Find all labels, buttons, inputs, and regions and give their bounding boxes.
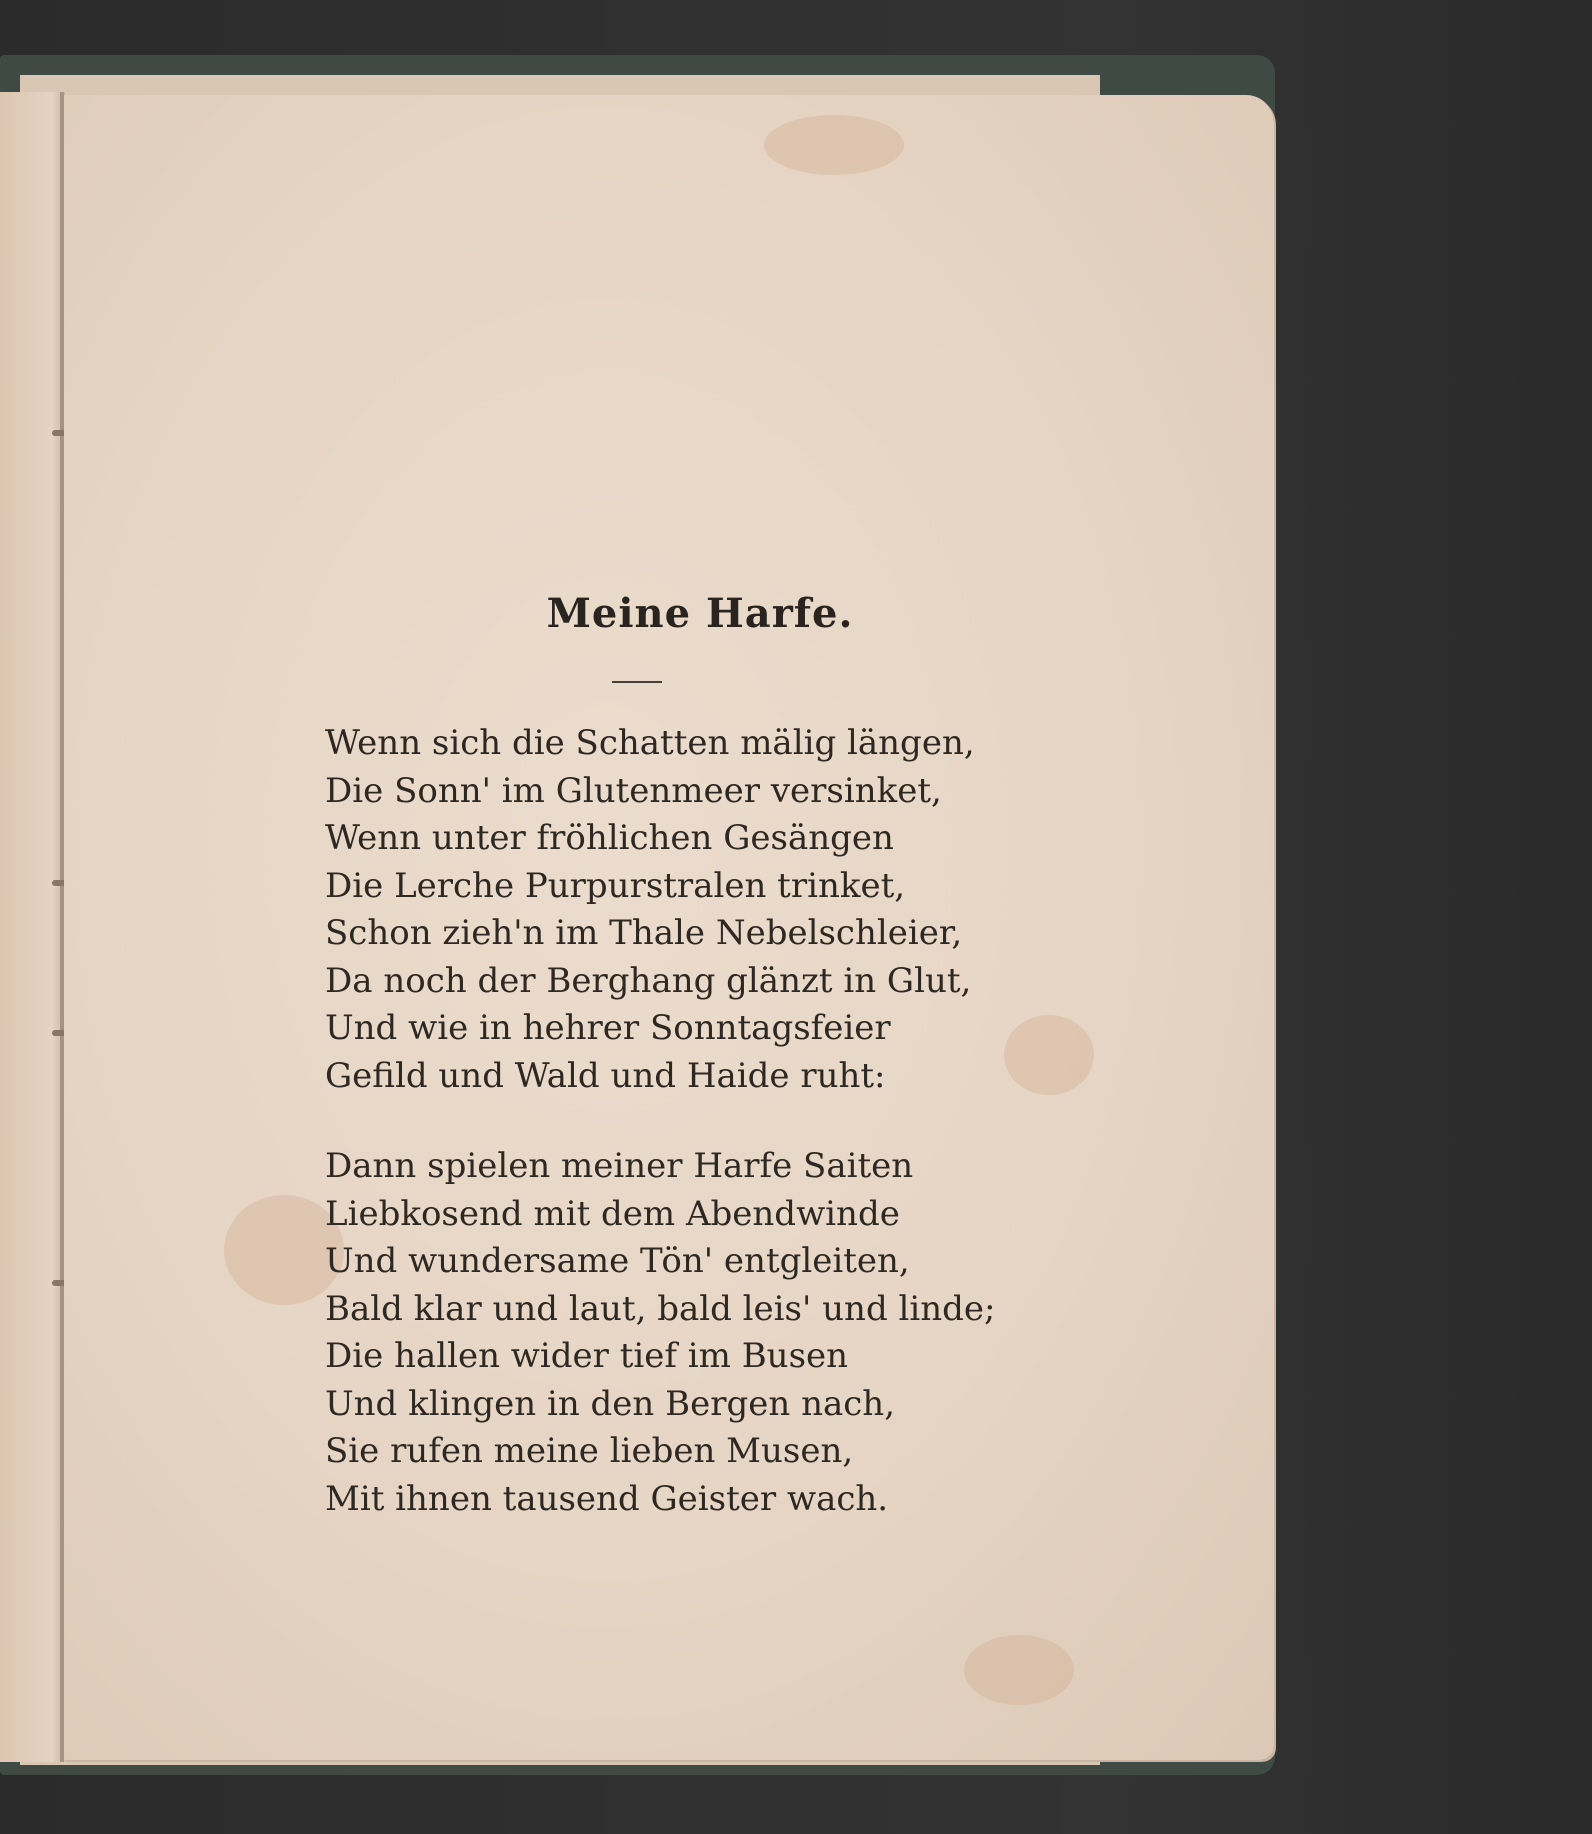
poem-line: Die hallen wider tief im Busen [325, 1336, 849, 1376]
poem-line: Und wie in hehrer Sonntagsfeier [325, 1008, 891, 1048]
poem-line: Und wundersame Tön' entgleiten, [325, 1241, 910, 1281]
poem-line: Und klingen in den Bergen nach, [325, 1383, 895, 1424]
poem-line: Sie rufen meine lieben Musen, [325, 1431, 854, 1471]
poem-line: Liebkosend mit dem Abendwinde [325, 1193, 900, 1234]
foxing-stain [764, 115, 904, 175]
poem-line: Die Sonn' im Glutenmeer versinket, [325, 770, 942, 811]
foxing-stain [1004, 1015, 1094, 1095]
foxing-stain [964, 1635, 1074, 1705]
poem-line: Bald klar und laut, bald leis' und linde; [325, 1288, 996, 1329]
poem-title: Meine Harfe. [546, 590, 854, 637]
poem-line: Die Lerche Purpurstralen trinket, [325, 865, 906, 906]
stanza-2 [325, 1143, 996, 1523]
poem-line: Da noch der Berghang glänzt in Glut, [325, 960, 972, 1001]
left-page-edge [0, 92, 65, 1762]
poem-line: Wenn unter fröhlichen Gesängen [325, 818, 894, 858]
title-rule [612, 681, 662, 683]
poem-line: Wenn sich die Schatten mälig längen, [325, 723, 975, 763]
poem-line: Gefild und Wald und Haide ruht: [325, 1055, 886, 1096]
poem-line: Schon zieh'n im Thale Nebelschleier, [325, 913, 963, 953]
poem-line: Dann spielen meiner Harfe Saiten [325, 1146, 914, 1186]
stanza-1 [325, 720, 975, 1100]
poem-line: Mit ihnen tausend Geister wach. [325, 1478, 889, 1519]
